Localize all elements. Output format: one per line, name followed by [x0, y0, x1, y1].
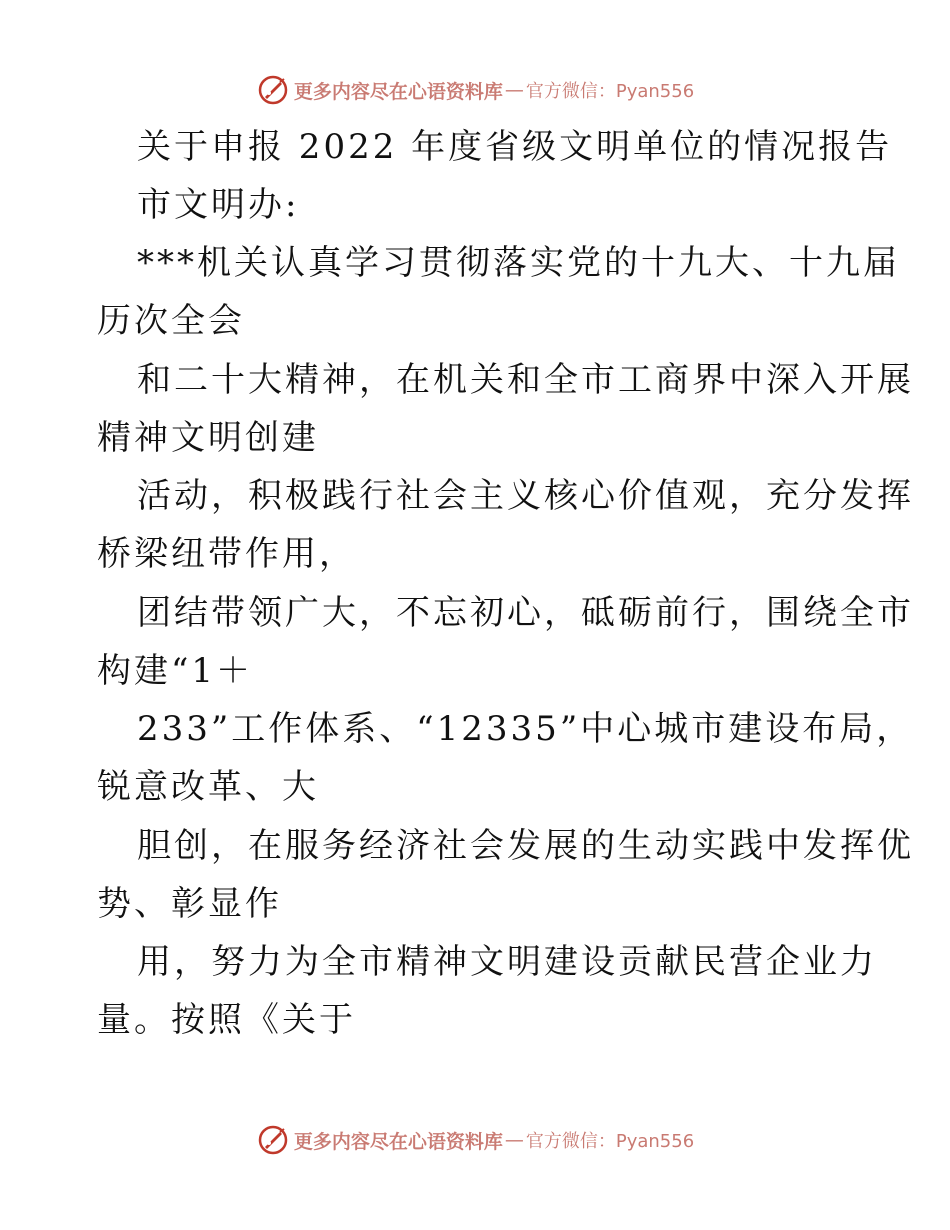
body-line: 量。按照《关于	[97, 1000, 356, 1040]
watermark-site-text: 更多内容尽在心语资料库	[293, 1130, 503, 1153]
body-line: 精神文明创建	[97, 418, 319, 458]
document-title: 关于申报 2022 年度省级文明单位的情况报告	[137, 127, 893, 167]
body-line: 用，努力为全市精神文明建设贡献民营企业力	[137, 942, 877, 982]
body-line: 和二十大精神，在机关和全市工商界中深入开展	[137, 360, 914, 400]
body-line: ***机关认真学习贯彻落实党的十九大、十九届	[137, 243, 900, 283]
watermark-wechat-text: 官方微信：Pyan556	[525, 1131, 695, 1152]
quill-pen-circle-icon	[256, 1123, 290, 1157]
body-line: 233”工作体系、“12335”中心城市建设布局，	[137, 709, 914, 749]
watermark-wechat-text: 官方微信：Pyan556	[525, 81, 695, 102]
body-line: 历次全会	[97, 301, 245, 341]
watermark-separator: —	[504, 1129, 524, 1151]
salutation: 市文明办:	[137, 185, 300, 225]
body-line: 势、彰显作	[97, 884, 282, 924]
header-watermark	[0, 70, 950, 110]
quill-pen-circle-icon	[256, 73, 290, 107]
body-line: 胆创，在服务经济社会发展的生动实践中发挥优	[137, 826, 914, 866]
footer-watermark	[0, 1120, 950, 1160]
body-line: 构建“1＋	[97, 651, 254, 691]
body-line: 活动，积极践行社会主义核心价值观，充分发挥	[137, 476, 914, 516]
body-line: 桥梁纽带作用，	[97, 534, 356, 574]
watermark-site-text: 更多内容尽在心语资料库	[293, 80, 503, 103]
watermark-separator: —	[504, 79, 524, 101]
body-line: 锐意改革、大	[97, 767, 319, 807]
body-line: 团结带领广大，不忘初心，砥砺前行，围绕全市	[137, 593, 914, 633]
